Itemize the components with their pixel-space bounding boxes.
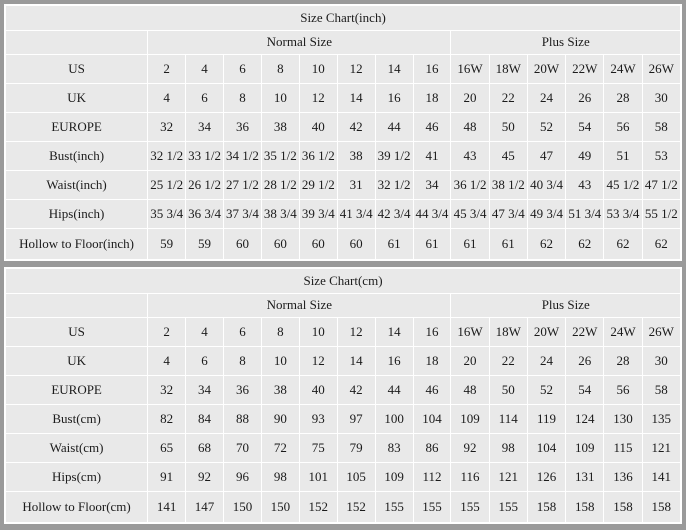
table-row [6, 142, 681, 171]
cell: 4 [186, 55, 224, 84]
cell: 119 [527, 405, 565, 434]
cell: 26 [566, 84, 604, 113]
cell: 27 1/2 [224, 171, 262, 200]
cell: 45 [489, 142, 527, 171]
cell: 90 [261, 405, 299, 434]
cell: 93 [299, 405, 337, 434]
row-label: Hips(cm) [6, 463, 148, 492]
table-row [6, 113, 681, 142]
chart-title: Size Chart(inch) [6, 6, 681, 31]
cell: 12 [299, 347, 337, 376]
row-label: Waist(inch) [6, 171, 148, 200]
cell: 152 [337, 492, 375, 523]
cell: 10 [299, 55, 337, 84]
cell: 12 [337, 55, 375, 84]
group-header-blank [6, 31, 148, 55]
cell: 8 [224, 84, 262, 113]
cell: 114 [489, 405, 527, 434]
size-table-inch [5, 5, 681, 260]
cell: 40 [299, 113, 337, 142]
cell: 158 [604, 492, 642, 523]
cell: 10 [261, 347, 299, 376]
cell: 4 [186, 318, 224, 347]
table-title-row [6, 6, 681, 31]
cell: 53 3/4 [604, 200, 642, 229]
cell: 36 1/2 [299, 142, 337, 171]
cell: 26 1/2 [186, 171, 224, 200]
cell: 91 [148, 463, 186, 492]
cell: 49 3/4 [527, 200, 565, 229]
cell: 14 [375, 318, 413, 347]
cell: 47 3/4 [489, 200, 527, 229]
cell: 34 [186, 113, 224, 142]
cell: 158 [642, 492, 680, 523]
table-row [6, 492, 681, 523]
cell: 47 1/2 [642, 171, 680, 200]
cell: 4 [148, 84, 186, 113]
table-row [6, 55, 681, 84]
row-label: Hollow to Floor(cm) [6, 492, 148, 523]
cell: 131 [566, 463, 604, 492]
cell: 20W [527, 318, 565, 347]
row-label: Bust(cm) [6, 405, 148, 434]
cell: 121 [642, 434, 680, 463]
row-label: US [6, 55, 148, 84]
cell: 141 [148, 492, 186, 523]
cell: 88 [224, 405, 262, 434]
cell: 109 [451, 405, 489, 434]
cell: 46 [413, 113, 451, 142]
cell: 50 [489, 376, 527, 405]
cell: 62 [527, 229, 565, 260]
cell: 97 [337, 405, 375, 434]
table-row [6, 347, 681, 376]
cell: 14 [337, 347, 375, 376]
cell: 4 [148, 347, 186, 376]
cell: 56 [604, 113, 642, 142]
cell: 41 3/4 [337, 200, 375, 229]
cell: 60 [261, 229, 299, 260]
cell: 150 [224, 492, 262, 523]
cell: 20 [451, 84, 489, 113]
cell: 59 [148, 229, 186, 260]
cell: 24 [527, 347, 565, 376]
chart-title: Size Chart(cm) [6, 269, 681, 294]
table-row [6, 200, 681, 229]
cell: 16W [451, 318, 489, 347]
cell: 65 [148, 434, 186, 463]
cell: 26W [642, 55, 680, 84]
cell: 155 [375, 492, 413, 523]
cell: 22W [566, 55, 604, 84]
cell: 79 [337, 434, 375, 463]
cell: 84 [186, 405, 224, 434]
cell: 56 [604, 376, 642, 405]
cell: 6 [186, 347, 224, 376]
table-row [6, 229, 681, 260]
cell: 86 [413, 434, 451, 463]
cell: 6 [224, 318, 262, 347]
cell: 14 [375, 55, 413, 84]
row-label: Hollow to Floor(inch) [6, 229, 148, 260]
cell: 39 3/4 [299, 200, 337, 229]
cell: 62 [604, 229, 642, 260]
cell: 30 [642, 84, 680, 113]
cell: 8 [261, 55, 299, 84]
cell: 61 [451, 229, 489, 260]
cell: 32 1/2 [375, 171, 413, 200]
table-row [6, 463, 681, 492]
cell: 36 3/4 [186, 200, 224, 229]
cell: 44 [375, 113, 413, 142]
cell: 147 [186, 492, 224, 523]
cell: 14 [337, 84, 375, 113]
cell: 105 [337, 463, 375, 492]
cell: 46 [413, 376, 451, 405]
cell: 75 [299, 434, 337, 463]
cell: 28 1/2 [261, 171, 299, 200]
cell: 52 [527, 113, 565, 142]
cell: 116 [451, 463, 489, 492]
cell: 32 1/2 [148, 142, 186, 171]
cell: 45 3/4 [451, 200, 489, 229]
group-header-plus: Plus Size [451, 31, 681, 55]
cell: 20W [527, 55, 565, 84]
cell: 62 [642, 229, 680, 260]
cell: 37 3/4 [224, 200, 262, 229]
cell: 12 [337, 318, 375, 347]
cell: 158 [527, 492, 565, 523]
cell: 109 [566, 434, 604, 463]
cell: 43 [566, 171, 604, 200]
cell: 121 [489, 463, 527, 492]
cell: 98 [261, 463, 299, 492]
cell: 35 3/4 [148, 200, 186, 229]
cell: 28 [604, 84, 642, 113]
cell: 22 [489, 347, 527, 376]
cell: 38 3/4 [261, 200, 299, 229]
cell: 8 [261, 318, 299, 347]
cell: 152 [299, 492, 337, 523]
cell: 22W [566, 318, 604, 347]
cell: 16W [451, 55, 489, 84]
cell: 42 [337, 376, 375, 405]
cell: 16 [413, 318, 451, 347]
cell: 61 [413, 229, 451, 260]
cell: 155 [413, 492, 451, 523]
cell: 40 [299, 376, 337, 405]
cell: 60 [299, 229, 337, 260]
cell: 42 [337, 113, 375, 142]
table-row [6, 84, 681, 113]
cell: 155 [489, 492, 527, 523]
row-label: EUROPE [6, 376, 148, 405]
cell: 130 [604, 405, 642, 434]
group-header-plus: Plus Size [451, 294, 681, 318]
cell: 68 [186, 434, 224, 463]
cell: 98 [489, 434, 527, 463]
cell: 135 [642, 405, 680, 434]
cell: 32 [148, 113, 186, 142]
cell: 58 [642, 113, 680, 142]
cell: 40 3/4 [527, 171, 565, 200]
cell: 18 [413, 347, 451, 376]
cell: 34 1/2 [224, 142, 262, 171]
cell: 51 [604, 142, 642, 171]
cell: 82 [148, 405, 186, 434]
cell: 10 [261, 84, 299, 113]
cell: 49 [566, 142, 604, 171]
cell: 104 [527, 434, 565, 463]
cell: 47 [527, 142, 565, 171]
cell: 24W [604, 318, 642, 347]
cell: 38 1/2 [489, 171, 527, 200]
cell: 72 [261, 434, 299, 463]
cell: 100 [375, 405, 413, 434]
cell: 115 [604, 434, 642, 463]
cell: 60 [337, 229, 375, 260]
cell: 52 [527, 376, 565, 405]
cell: 136 [604, 463, 642, 492]
cell: 44 [375, 376, 413, 405]
cell: 54 [566, 113, 604, 142]
cell: 26 [566, 347, 604, 376]
cell: 36 [224, 113, 262, 142]
cell: 55 1/2 [642, 200, 680, 229]
table-row [6, 318, 681, 347]
cell: 34 [413, 171, 451, 200]
size-chart-cm [4, 267, 682, 524]
size-table-cm [5, 268, 681, 523]
cell: 61 [375, 229, 413, 260]
cell: 32 [148, 376, 186, 405]
cell: 2 [148, 55, 186, 84]
cell: 12 [299, 84, 337, 113]
cell: 51 3/4 [566, 200, 604, 229]
cell: 20 [451, 347, 489, 376]
group-header-blank [6, 294, 148, 318]
cell: 96 [224, 463, 262, 492]
cell: 36 [224, 376, 262, 405]
cell: 92 [186, 463, 224, 492]
cell: 29 1/2 [299, 171, 337, 200]
cell: 28 [604, 347, 642, 376]
table-row [6, 376, 681, 405]
cell: 18W [489, 318, 527, 347]
cell: 59 [186, 229, 224, 260]
cell: 42 3/4 [375, 200, 413, 229]
cell: 38 [337, 142, 375, 171]
cell: 112 [413, 463, 451, 492]
cell: 18 [413, 84, 451, 113]
table-row [6, 171, 681, 200]
group-header-normal: Normal Size [148, 31, 451, 55]
cell: 35 1/2 [261, 142, 299, 171]
cell: 45 1/2 [604, 171, 642, 200]
cell: 44 3/4 [413, 200, 451, 229]
row-label: Bust(inch) [6, 142, 148, 171]
cell: 16 [375, 347, 413, 376]
size-chart-inch [4, 4, 682, 261]
cell: 60 [224, 229, 262, 260]
table-group-row [6, 31, 681, 55]
cell: 24 [527, 84, 565, 113]
cell: 50 [489, 113, 527, 142]
table-group-row [6, 294, 681, 318]
cell: 22 [489, 84, 527, 113]
cell: 38 [261, 376, 299, 405]
cell: 6 [224, 55, 262, 84]
cell: 101 [299, 463, 337, 492]
row-label: Hips(inch) [6, 200, 148, 229]
cell: 62 [566, 229, 604, 260]
row-label: US [6, 318, 148, 347]
cell: 24W [604, 55, 642, 84]
cell: 83 [375, 434, 413, 463]
cell: 104 [413, 405, 451, 434]
cell: 18W [489, 55, 527, 84]
cell: 124 [566, 405, 604, 434]
row-label: Waist(cm) [6, 434, 148, 463]
row-label: UK [6, 347, 148, 376]
cell: 36 1/2 [451, 171, 489, 200]
cell: 34 [186, 376, 224, 405]
cell: 31 [337, 171, 375, 200]
cell: 70 [224, 434, 262, 463]
cell: 126 [527, 463, 565, 492]
cell: 26W [642, 318, 680, 347]
row-label: EUROPE [6, 113, 148, 142]
cell: 92 [451, 434, 489, 463]
cell: 6 [186, 84, 224, 113]
row-label: UK [6, 84, 148, 113]
table-row [6, 434, 681, 463]
cell: 141 [642, 463, 680, 492]
cell: 58 [642, 376, 680, 405]
cell: 158 [566, 492, 604, 523]
table-title-row [6, 269, 681, 294]
cell: 33 1/2 [186, 142, 224, 171]
cell: 16 [375, 84, 413, 113]
cell: 150 [261, 492, 299, 523]
cell: 43 [451, 142, 489, 171]
cell: 8 [224, 347, 262, 376]
cell: 53 [642, 142, 680, 171]
cell: 10 [299, 318, 337, 347]
cell: 39 1/2 [375, 142, 413, 171]
cell: 16 [413, 55, 451, 84]
cell: 38 [261, 113, 299, 142]
cell: 109 [375, 463, 413, 492]
cell: 48 [451, 376, 489, 405]
cell: 61 [489, 229, 527, 260]
cell: 2 [148, 318, 186, 347]
cell: 48 [451, 113, 489, 142]
cell: 25 1/2 [148, 171, 186, 200]
group-header-normal: Normal Size [148, 294, 451, 318]
cell: 54 [566, 376, 604, 405]
cell: 30 [642, 347, 680, 376]
table-row [6, 405, 681, 434]
cell: 155 [451, 492, 489, 523]
cell: 41 [413, 142, 451, 171]
